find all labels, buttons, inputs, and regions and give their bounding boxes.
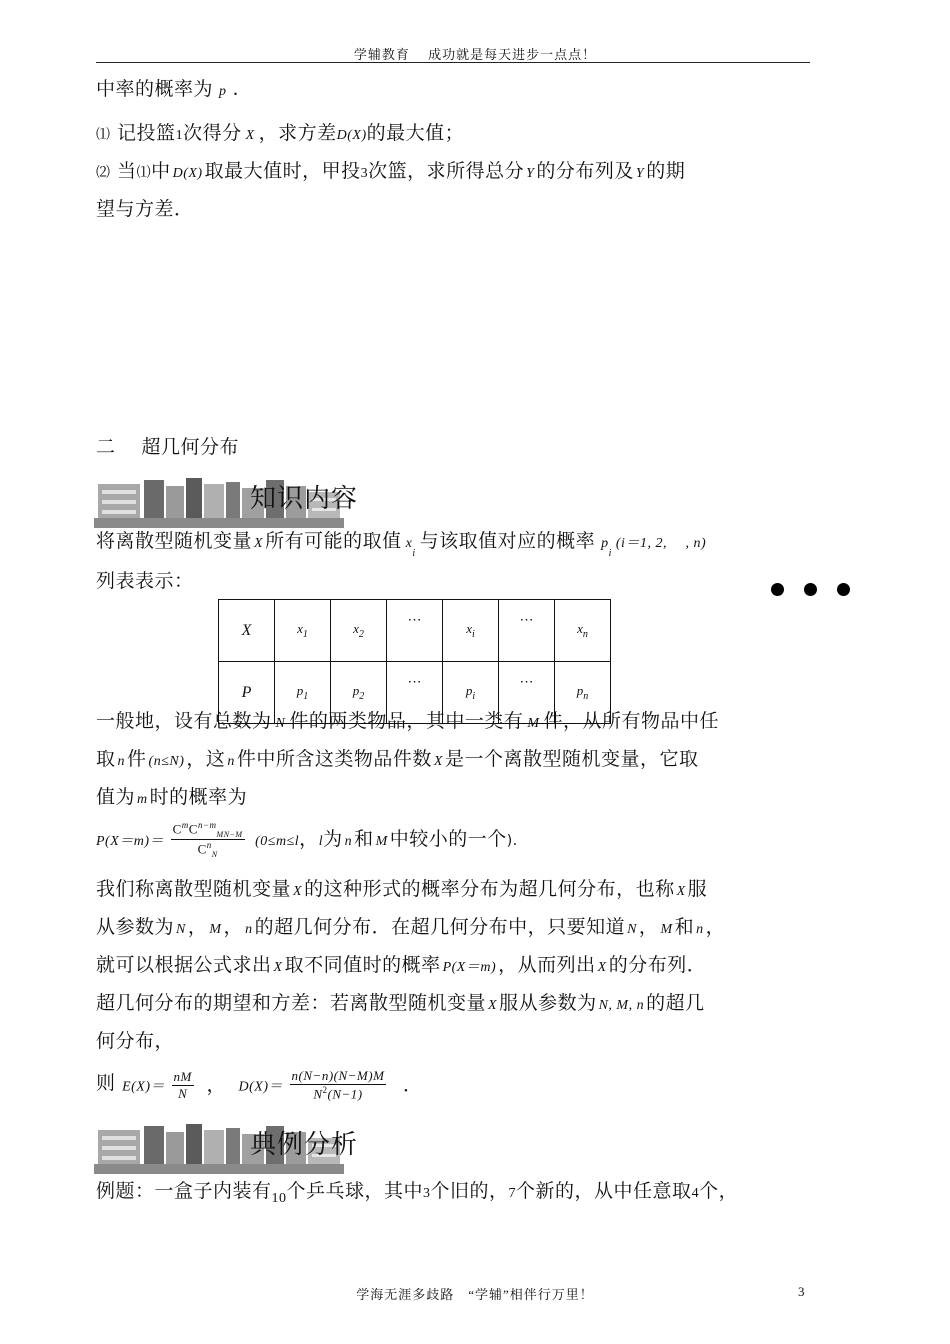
table-cell: $p_2$ bbox=[331, 662, 387, 724]
fraction bbox=[172, 1069, 194, 1102]
text: 件，从所有物品中任 bbox=[543, 710, 720, 732]
table-row bbox=[219, 600, 611, 662]
math-num: 4 bbox=[691, 1186, 700, 1201]
text: 服 bbox=[687, 878, 708, 900]
text: 从参数为 bbox=[96, 916, 175, 938]
general-line-3 bbox=[96, 782, 247, 809]
page-number: 3 bbox=[798, 1284, 805, 1299]
table-cell: $p_1$ bbox=[275, 662, 331, 724]
question-2-cont: 望与方差． bbox=[96, 198, 194, 220]
text: 则 bbox=[96, 1072, 116, 1094]
text: 服从参数为 bbox=[499, 992, 597, 1014]
problem-line-1 bbox=[96, 74, 239, 101]
table-cell: ⋯ bbox=[387, 662, 443, 724]
text: 记投篮 bbox=[117, 122, 176, 144]
text: )． bbox=[506, 832, 528, 849]
text: 中率的概率为 bbox=[96, 78, 214, 100]
math-var: X bbox=[488, 998, 498, 1013]
statement-line-1 bbox=[96, 874, 707, 901]
fraction-numerator: $C^mC^{n-m}_{MN-M}$ bbox=[172, 820, 243, 839]
text: 件中所含这类物品件数 bbox=[236, 748, 432, 770]
decor-dot-icon bbox=[771, 583, 784, 596]
math-expr: D(X)＝ bbox=[238, 1079, 283, 1095]
math-var: X bbox=[273, 960, 283, 975]
table-cell: X bbox=[219, 600, 275, 662]
math-expr: P(X＝m)＝ bbox=[96, 833, 165, 849]
text: 我们称离散型随机变量 bbox=[96, 878, 292, 900]
text: 就可以根据公式求出 bbox=[96, 954, 272, 976]
text: 与该取值对应的概率 bbox=[419, 530, 596, 552]
text: ， bbox=[299, 827, 319, 850]
math-var: l bbox=[318, 833, 324, 849]
math-num: 10 bbox=[271, 1191, 287, 1206]
math-var: n bbox=[117, 754, 126, 769]
text: 当 bbox=[117, 160, 137, 182]
text: 的分布列及 bbox=[536, 160, 634, 182]
math-var: n bbox=[344, 833, 353, 849]
statement-line-5: 何分布， bbox=[96, 1030, 175, 1052]
fraction bbox=[290, 1068, 387, 1102]
math-sub: i bbox=[412, 548, 416, 559]
text: ，这 bbox=[186, 748, 226, 770]
fraction-numerator: nM bbox=[173, 1068, 192, 1084]
fraction-denominator: N bbox=[178, 1085, 188, 1101]
text: ⑴ bbox=[136, 165, 152, 181]
table-cell: $x_1$ bbox=[275, 600, 331, 662]
text: 的这种形式的概率分布为超几何分布，也称 bbox=[304, 878, 675, 900]
text: 件的两类物品，其中一类有 bbox=[289, 710, 524, 732]
section-title: 二 超几何分布 bbox=[96, 436, 240, 458]
math-var: m bbox=[137, 792, 148, 807]
text: 所有可能的取值 bbox=[265, 530, 402, 552]
text: 例题：一盒子内装有 bbox=[96, 1180, 272, 1202]
table-cell: ⋯ bbox=[387, 600, 443, 662]
decor-dot-icon bbox=[837, 583, 850, 596]
math-var: X bbox=[433, 754, 443, 769]
text: 个， bbox=[699, 1180, 739, 1202]
text: ， bbox=[223, 916, 244, 938]
table-cell: $x_n$ bbox=[555, 600, 611, 662]
table-cell: $p_i$ bbox=[443, 662, 499, 724]
text: ， bbox=[705, 916, 726, 938]
math-expr: D(X) bbox=[172, 166, 203, 181]
text: 取不同值时的概率 bbox=[284, 954, 441, 976]
table-cell: P bbox=[219, 662, 275, 724]
math-var: N bbox=[627, 922, 637, 937]
knowledge-line-2: 列表表示： bbox=[96, 570, 194, 592]
text: . bbox=[232, 78, 240, 100]
header-rule bbox=[96, 62, 810, 63]
text: 的超几何分布．在超几何分布中，只要知道 bbox=[254, 916, 626, 938]
question-number: ⑴ bbox=[96, 127, 111, 143]
math-var: N bbox=[275, 716, 286, 731]
text: 值为 bbox=[96, 786, 136, 808]
math-var: N bbox=[176, 922, 186, 937]
statement-line-2 bbox=[96, 912, 725, 939]
text: ， bbox=[638, 916, 659, 938]
math-var: p bbox=[601, 536, 609, 551]
math-var: M bbox=[660, 922, 673, 937]
table-cell: $p_n$ bbox=[555, 662, 611, 724]
text: 的超几 bbox=[646, 992, 705, 1014]
text: ，求方差 bbox=[258, 122, 337, 144]
text: 件 bbox=[127, 748, 147, 770]
banner-title-knowledge: 知识内容 bbox=[250, 484, 359, 514]
text: ， bbox=[206, 1073, 226, 1096]
math-var: X bbox=[254, 536, 264, 551]
text: ， bbox=[187, 916, 208, 938]
text: 取 bbox=[96, 748, 116, 770]
banner-title-examples: 典例分析 bbox=[250, 1130, 359, 1160]
text: 个乒乓球，其中 bbox=[286, 1180, 424, 1202]
fraction bbox=[171, 820, 245, 859]
math-num: 3 bbox=[423, 1186, 431, 1201]
general-line-2 bbox=[96, 744, 699, 771]
math-var: n bbox=[245, 922, 253, 937]
math-var: Y bbox=[635, 166, 645, 181]
page-header: 学辅教育 成功就是每天进步一点点！ bbox=[353, 47, 597, 62]
math-var: X bbox=[293, 884, 303, 899]
text: 将离散型随机变量 bbox=[96, 530, 253, 552]
text: ，从而列出 bbox=[498, 954, 596, 976]
math-var: x bbox=[405, 536, 413, 551]
math-var: n bbox=[696, 922, 704, 937]
hypergeometric-formula bbox=[96, 820, 527, 859]
question-1 bbox=[96, 118, 464, 145]
fraction-denominator: $C^n_N$ bbox=[197, 839, 218, 859]
question-number: ⑵ bbox=[96, 165, 111, 181]
math-num: 7 bbox=[508, 1186, 517, 1201]
text: 和 bbox=[354, 827, 374, 850]
text: 是一个离散型随机变量，它取 bbox=[444, 748, 699, 770]
math-expr: N, M, n bbox=[598, 998, 645, 1013]
math-expr: D(X) bbox=[336, 128, 367, 143]
fraction-numerator: n(N−n)(N−M)M bbox=[291, 1068, 385, 1083]
math-num: 3 bbox=[360, 166, 369, 181]
text: 的期 bbox=[646, 160, 686, 182]
math-var: X bbox=[597, 960, 607, 975]
table-cell: ⋯ bbox=[499, 662, 555, 724]
fraction-denominator: $N^2(N-1)$ bbox=[313, 1085, 363, 1102]
table-cell: $x_i$ bbox=[443, 600, 499, 662]
text: 取最大值时，甲投 bbox=[204, 160, 361, 182]
math-sub: i bbox=[608, 548, 612, 559]
table-cell: ⋯ bbox=[499, 600, 555, 662]
table-cell: $x_2$ bbox=[331, 600, 387, 662]
math-var: X bbox=[245, 128, 255, 143]
math-expr: E(X)＝ bbox=[122, 1079, 165, 1095]
text: 的最大值； bbox=[366, 122, 465, 144]
knowledge-line-1 bbox=[96, 526, 706, 559]
example-line-1 bbox=[96, 1176, 738, 1207]
text: ． bbox=[402, 1073, 423, 1096]
text: 个旧的， bbox=[430, 1180, 509, 1202]
question-2 bbox=[96, 156, 685, 183]
math-var: Y bbox=[526, 166, 535, 181]
math-expr: P(X＝m) bbox=[442, 960, 497, 975]
general-line-1 bbox=[96, 706, 719, 733]
math-var: M bbox=[375, 833, 388, 849]
math-var: n bbox=[227, 754, 235, 769]
text: 中较小的一个 bbox=[389, 827, 507, 850]
page-footer: 学海无涯多歧路 “学辅”相伴行万里！ bbox=[356, 1287, 594, 1302]
text: 次得分 bbox=[183, 122, 242, 144]
text: 时的概率为 bbox=[149, 786, 248, 808]
text: 和 bbox=[674, 916, 695, 938]
text: 一般地，设有总数为 bbox=[96, 710, 272, 732]
math-var: p bbox=[219, 84, 227, 99]
expectation-variance-formula bbox=[96, 1068, 422, 1102]
math-num: 1 bbox=[175, 128, 184, 143]
math-expr: (0≤m≤l bbox=[255, 833, 300, 849]
math-expr: (i＝1, 2, , n) bbox=[615, 536, 707, 551]
text: 中 bbox=[151, 160, 171, 182]
math-var: M bbox=[527, 716, 540, 731]
statement-line-3 bbox=[96, 950, 706, 977]
text: 个新的，从中任意取 bbox=[516, 1180, 692, 1202]
text: 为 bbox=[323, 827, 343, 850]
math-expr: (n≤N) bbox=[148, 754, 185, 769]
math-var: M bbox=[209, 922, 222, 937]
text: 次篮，求所得总分 bbox=[368, 160, 525, 182]
decor-dot-icon bbox=[804, 583, 817, 596]
text: 超几何分布的期望和方差：若离散型随机变量 bbox=[96, 992, 487, 1014]
text: 的分布列． bbox=[608, 954, 707, 976]
math-var: X bbox=[676, 884, 686, 899]
statement-line-4 bbox=[96, 988, 705, 1015]
